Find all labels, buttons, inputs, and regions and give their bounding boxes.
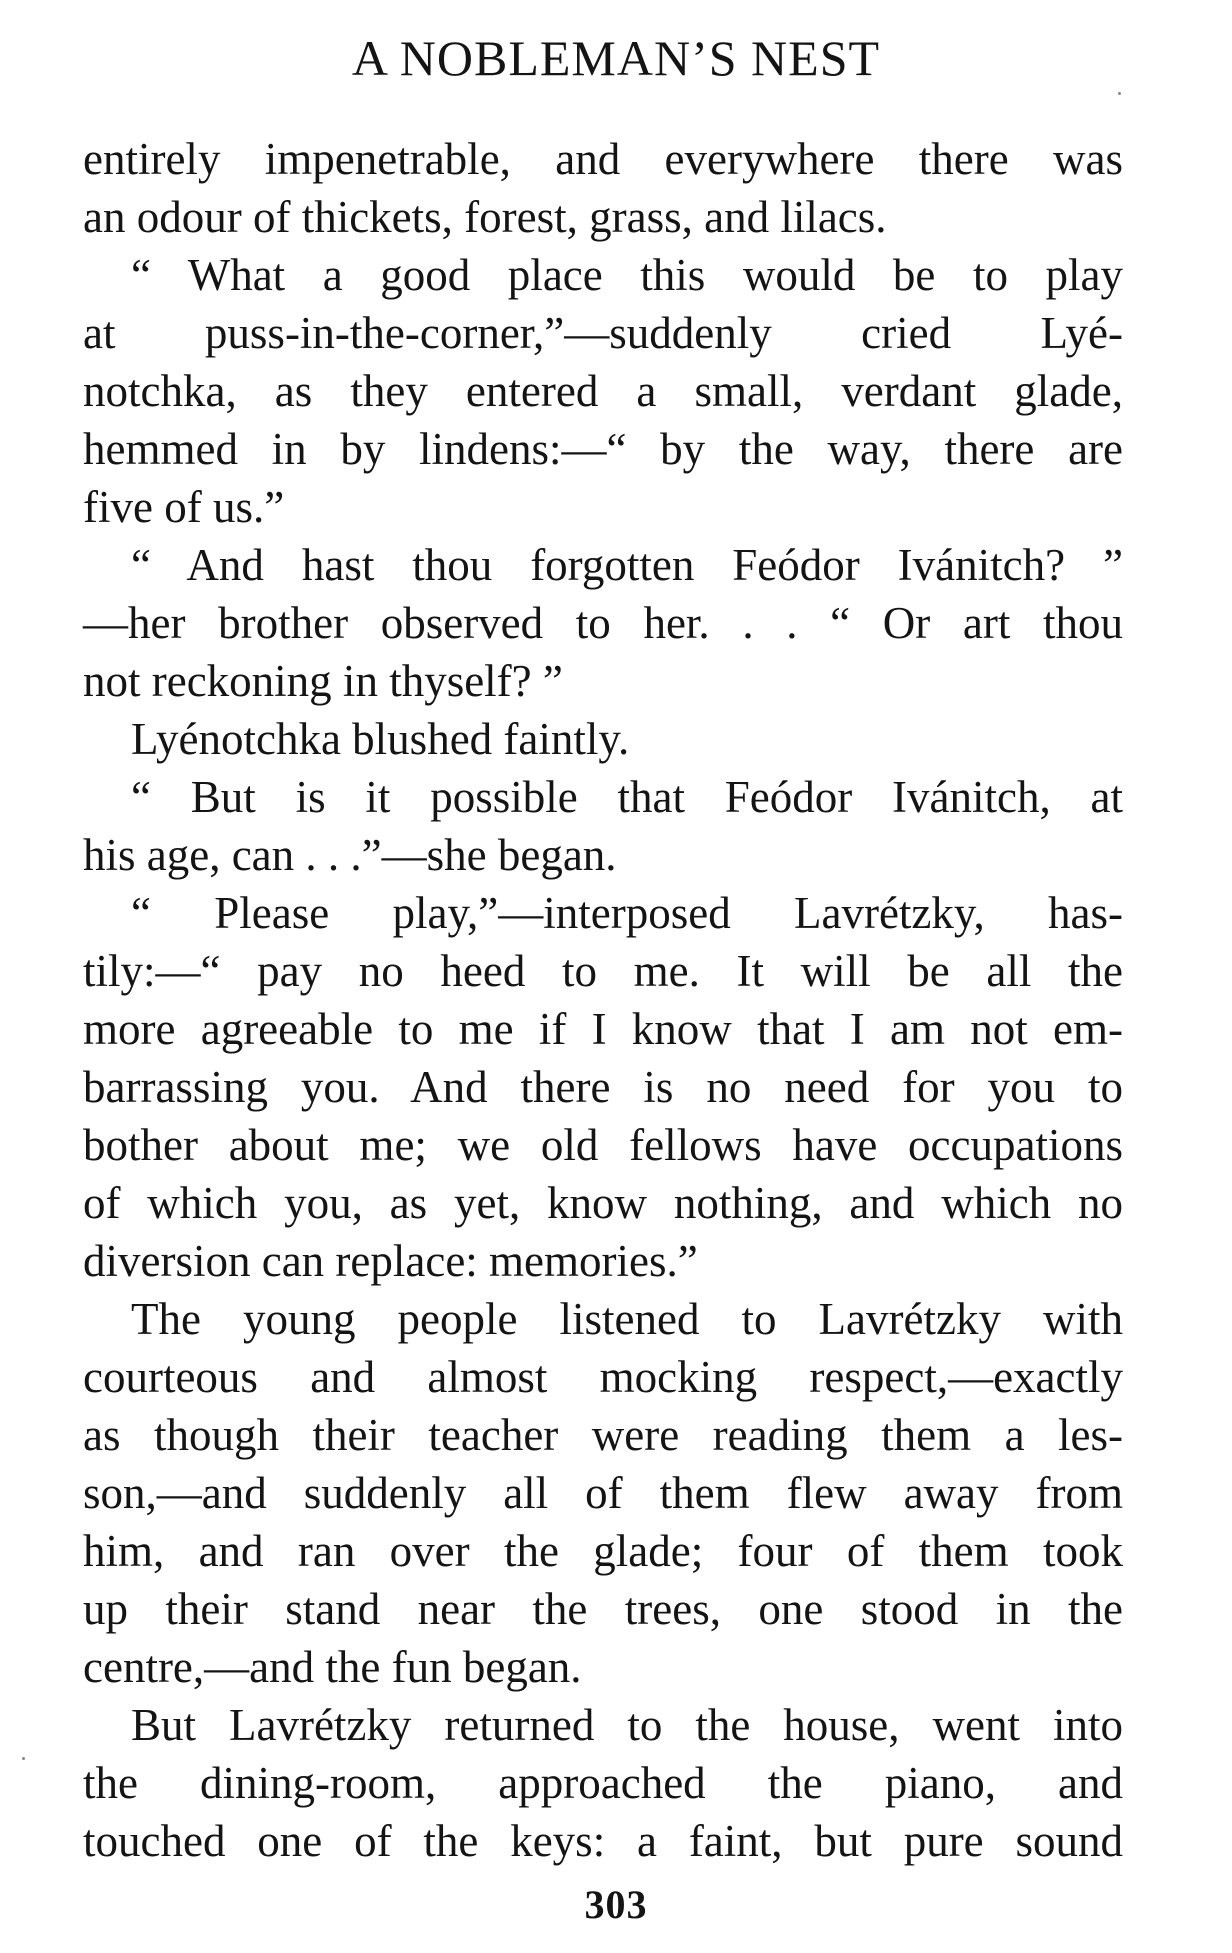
text-line: tily:—“ pay no heed to me. It will be all the [83,946,1123,996]
text-line: as though their teacher were reading them a les- [83,1410,1123,1460]
text-line: —her brother observed to her. . . “ Or art thou [83,598,1123,648]
text-line: Lyénotchka blushed faintly. [131,714,630,764]
text-line: the dining-room, approached the piano, and [83,1758,1123,1808]
text-line: “ Please play,”—interposed Lavrétzky, has- [131,888,1123,938]
page-number: 303 [584,1882,648,1927]
text-line: not reckoning in thyself? ” [83,656,563,706]
text-line: touched one of the keys: a faint, but pure sound [83,1816,1123,1866]
text-line: up their stand near the trees, one stood in the [83,1584,1123,1634]
text-line: diversion can replace: memories.” [83,1236,698,1286]
running-head: A NOBLEMAN’S NEST [351,30,881,86]
text-line: his age, can . . .”—she began. [83,830,617,880]
text-line: son,—and suddenly all of them flew away from [83,1468,1123,1518]
text-line: But Lavrétzky returned to the house, went into [131,1700,1123,1750]
text-line: “ But is it possible that Feódor Ivánitch, at [131,772,1123,822]
text-line: him, and ran over the glade; four of them took [83,1526,1123,1576]
text-line: “ What a good place this would be to play [131,250,1123,300]
text-line: more agreeable to me if I know that I am not em- [83,1004,1123,1054]
text-line: entirely impenetrable, and everywhere there was [83,134,1123,184]
text-line: barrassing you. And there is no need for you to [83,1062,1123,1112]
text-line: of which you, as yet, know nothing, and which no [83,1178,1123,1228]
text-line: an odour of thickets, forest, grass, and lilacs. [83,192,887,242]
text-line: bother about me; we old fellows have occupations [83,1120,1123,1170]
text-line: The young people listened to Lavrétzky with [131,1294,1123,1344]
text-line: notchka, as they entered a small, verdant glade, [83,366,1123,416]
scan-speck [1118,92,1121,95]
text-line: at puss-in-the-corner,”—suddenly cried Lyé- [83,308,1123,358]
body-text [83,130,1123,1870]
text-line: five of us.” [83,482,285,532]
text-line: hemmed in by lindens:—“ by the way, there are [83,424,1123,474]
text-line: courteous and almost mocking respect,—exactly [83,1352,1123,1402]
text-line: “ And hast thou forgotten Feódor Ivánitch? ” [131,540,1123,590]
text-line: centre,—and the fun began. [83,1642,582,1692]
scan-speck [22,1757,25,1760]
